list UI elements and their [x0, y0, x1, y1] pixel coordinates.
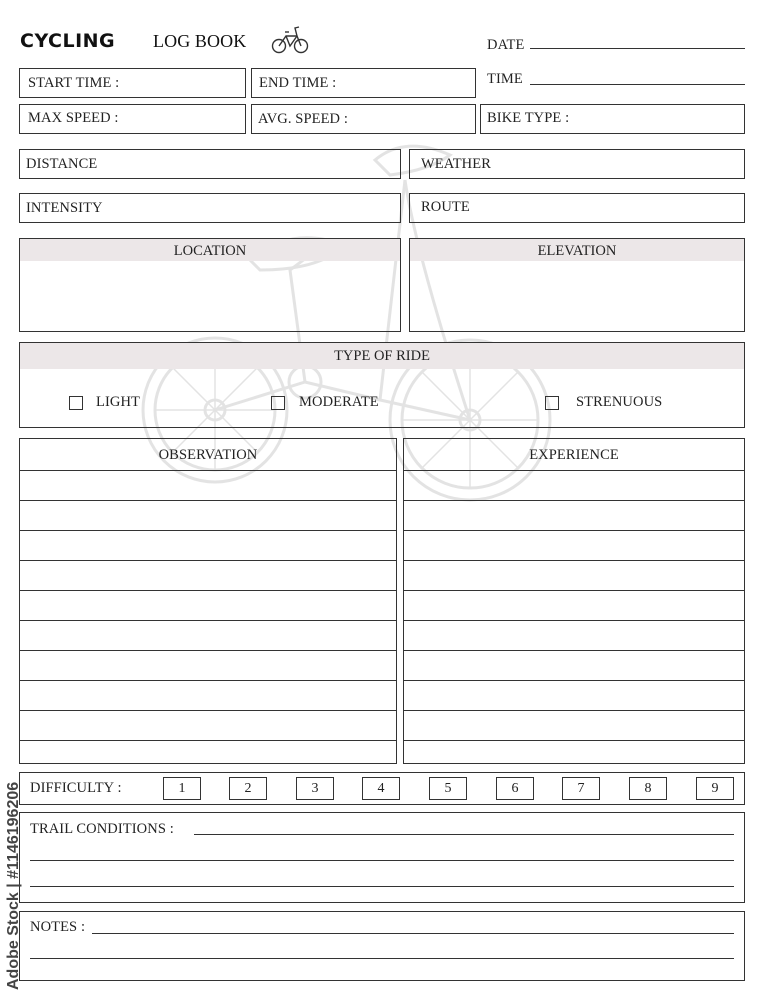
bike-type-label: BIKE TYPE : — [487, 110, 570, 126]
observation-line[interactable] — [20, 560, 396, 561]
start-time-field[interactable] — [19, 68, 246, 98]
bike-type-field[interactable] — [480, 104, 745, 134]
difficulty-level-7[interactable]: 7 — [562, 777, 600, 800]
location-box[interactable] — [19, 238, 401, 332]
observation-header: OBSERVATION — [158, 447, 258, 463]
light-checkbox[interactable] — [69, 396, 83, 410]
date-input-line[interactable] — [530, 48, 745, 49]
notes-label: NOTES : — [30, 919, 86, 935]
difficulty-level-1[interactable]: 1 — [163, 777, 201, 800]
logbook-title: LOG BOOK — [153, 31, 247, 51]
experience-line[interactable] — [404, 620, 744, 621]
weather-label: WEATHER — [421, 156, 491, 172]
strenuous-option-label: STRENUOUS — [576, 394, 663, 410]
type-of-ride-box — [19, 342, 745, 428]
start-time-label: START TIME : — [28, 75, 120, 91]
observation-line[interactable] — [20, 590, 396, 591]
stock-credit: Adobe Stock | #1146196206 — [5, 781, 22, 990]
avg-speed-label: AVG. SPEED : — [258, 111, 348, 127]
difficulty-label: DIFFICULTY : — [30, 780, 122, 796]
experience-line[interactable] — [404, 470, 744, 471]
experience-line[interactable] — [404, 590, 744, 591]
max-speed-field[interactable] — [19, 104, 246, 134]
difficulty-level-6[interactable]: 6 — [496, 777, 534, 800]
intensity-field[interactable] — [19, 193, 401, 223]
observation-box[interactable] — [19, 438, 397, 764]
type-of-ride-header: TYPE OF RIDE — [20, 343, 744, 369]
weather-field[interactable] — [409, 149, 745, 179]
notes-box — [19, 911, 745, 981]
observation-line[interactable] — [20, 470, 396, 471]
date-label: DATE — [487, 37, 525, 53]
light-option-label: LIGHT — [96, 394, 140, 410]
distance-field[interactable] — [19, 149, 401, 179]
avg-speed-field[interactable] — [251, 104, 476, 134]
time-label: TIME — [487, 71, 523, 87]
observation-line[interactable] — [20, 500, 396, 501]
notes-line[interactable] — [92, 933, 734, 934]
trail-conditions-line[interactable] — [30, 860, 734, 861]
logbook-title-bold: CYCLING — [20, 30, 116, 52]
max-speed-label: MAX SPEED : — [28, 110, 119, 126]
observation-line[interactable] — [20, 680, 396, 681]
experience-line[interactable] — [404, 740, 744, 741]
bicycle-icon — [271, 23, 309, 55]
difficulty-level-3[interactable]: 3 — [296, 777, 334, 800]
difficulty-level-8[interactable]: 8 — [629, 777, 667, 800]
moderate-checkbox[interactable] — [271, 396, 285, 410]
strenuous-checkbox[interactable] — [545, 396, 559, 410]
experience-line[interactable] — [404, 710, 744, 711]
difficulty-box — [19, 772, 745, 805]
observation-line[interactable] — [20, 740, 396, 741]
difficulty-level-2[interactable]: 2 — [229, 777, 267, 800]
experience-line[interactable] — [404, 680, 744, 681]
time-input-line[interactable] — [530, 84, 745, 85]
experience-box[interactable] — [403, 438, 745, 764]
intensity-label: INTENSITY — [26, 200, 103, 216]
location-header: LOCATION — [20, 239, 400, 261]
difficulty-level-9[interactable]: 9 — [696, 777, 734, 800]
experience-line[interactable] — [404, 530, 744, 531]
end-time-field[interactable] — [251, 68, 476, 98]
distance-label: DISTANCE — [26, 156, 98, 172]
route-label: ROUTE — [421, 199, 470, 215]
moderate-option-label: MODERATE — [299, 394, 379, 410]
elevation-box[interactable] — [409, 238, 745, 332]
difficulty-level-4[interactable]: 4 — [362, 777, 400, 800]
observation-line[interactable] — [20, 650, 396, 651]
notes-line[interactable] — [30, 958, 734, 959]
trail-conditions-label: TRAIL CONDITIONS : — [30, 821, 174, 837]
trail-conditions-line[interactable] — [194, 834, 734, 835]
end-time-label: END TIME : — [259, 75, 337, 91]
experience-line[interactable] — [404, 500, 744, 501]
observation-line[interactable] — [20, 530, 396, 531]
trail-conditions-box — [19, 812, 745, 903]
observation-line[interactable] — [20, 620, 396, 621]
experience-line[interactable] — [404, 560, 744, 561]
trail-conditions-line[interactable] — [30, 886, 734, 887]
observation-line[interactable] — [20, 710, 396, 711]
experience-line[interactable] — [404, 650, 744, 651]
elevation-header: ELEVATION — [410, 239, 744, 261]
difficulty-level-5[interactable]: 5 — [429, 777, 467, 800]
experience-header: EXPERIENCE — [529, 447, 619, 463]
route-field[interactable] — [409, 193, 745, 223]
